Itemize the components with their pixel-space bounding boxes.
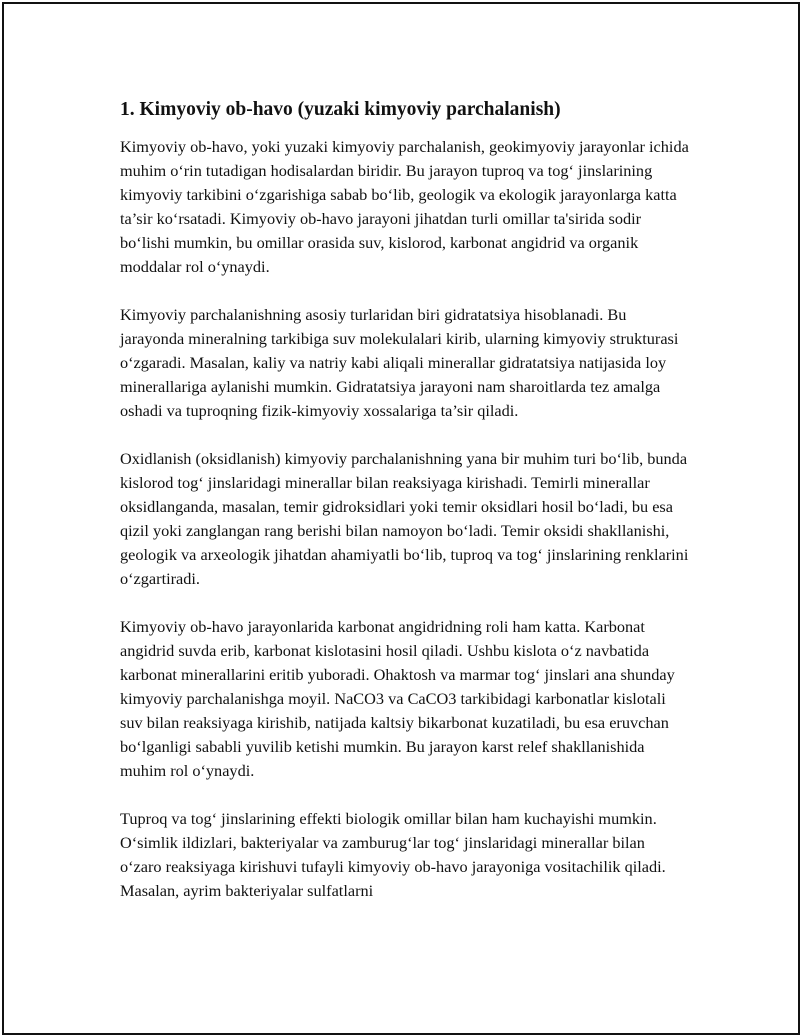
paragraph-3: Oxidlanish (oksidlanish) kimyoviy parchalanishning yana bir muhim turi bo‘lib, bunda kislorod tog‘ jinslaridagi minerallar bilan reaksiyaga kirishadi. Temirli minerallar oksidlanganda, masalan, temir gidroksidlari yoki temir oksidlari hosil bo‘ladi, bu esa qizil yoki zanglangan rang berishi bilan namoyon bo‘ladi. Temir oksidi shakllanishi, geologik va arxeologik jihatdan ahamiyatli bo‘lib, tuproq va tog‘ jinslarining renklarini o‘zgartiradi. [120, 449, 689, 588]
paragraph-1: Kimyoviy ob-havo, yoki yuzaki kimyoviy parchalanish, geokimyoviy jarayonlar ichida muhim o‘rin tutadigan hodisalardan biridir. Bu jarayon tuproq va tog‘ jinslarining kimyoviy tarkibini o‘zgarishiga sabab bo‘lib, geologik va ekologik jarayonlarga katta ta’sir ko‘rsatadi. Kimyoviy ob-havo jarayoni jihatdan turli omillar ta'sirida sodir bo‘lishi mumkin, bu omillar orasida suv, kislorod, karbonat angidrid va organik moddalar rol o‘ynaydi. [120, 137, 689, 276]
document-content [120, 97, 690, 927]
page-frame [2, 2, 800, 1035]
section-title: 1. Kimyoviy ob-havo (yuzaki kimyoviy parchalanish) [120, 99, 561, 120]
paragraph-2: Kimyoviy parchalanishning asosiy turlaridan biri gidratatsiya hisoblanadi. Bu jarayonda mineralning tarkibiga suv molekulalari kirib, ularning kimyoviy strukturasi o‘zgaradi. Masalan, kaliy va natriy kabi aliqali minerallar gidratatsiya natijasida loy minerallariga aylanishi mumkin. Gidratatsiya jarayoni nam sharoitlarda tez amalga oshadi va tuproqning fizik-kimyoviy xossalariga ta’sir qiladi. [120, 305, 679, 420]
paragraph-4: Kimyoviy ob-havo jarayonlarida karbonat angidridning roli ham katta. Karbonat angidrid suvda erib, karbonat kislotasini hosil qiladi. Ushbu kislota o‘z navbatida karbonat minerallarini eritib yuboradi. Ohaktosh va marmar tog‘ jinslari ana shunday kimyoviy parchalanishga moyil. NaCO3 va CaCO3 tarkibidagi karbonatlar kislotali suv bilan reaksiyaga kirishib, natijada kaltsiy bikarbonat kuzatiladi, bu esa eruvchan bo‘lganligi sababli yuvilib ketishi mumkin. Bu jarayon karst relef shakllanishida muhim rol o‘ynaydi. [120, 617, 675, 780]
paragraph-5: Tuproq va tog‘ jinslarining effekti biologik omillar bilan ham kuchayishi mumkin. O‘simlik ildizlari, bakteriyalar va zamburug‘lar tog‘ jinslaridagi minerallar bilan o‘zaro reaksiyaga kirishuvi tufayli kimyoviy ob-havo jarayoniga vositachilik qiladi. Masalan, ayrim bakteriyalar sulfatlarni [120, 809, 666, 900]
